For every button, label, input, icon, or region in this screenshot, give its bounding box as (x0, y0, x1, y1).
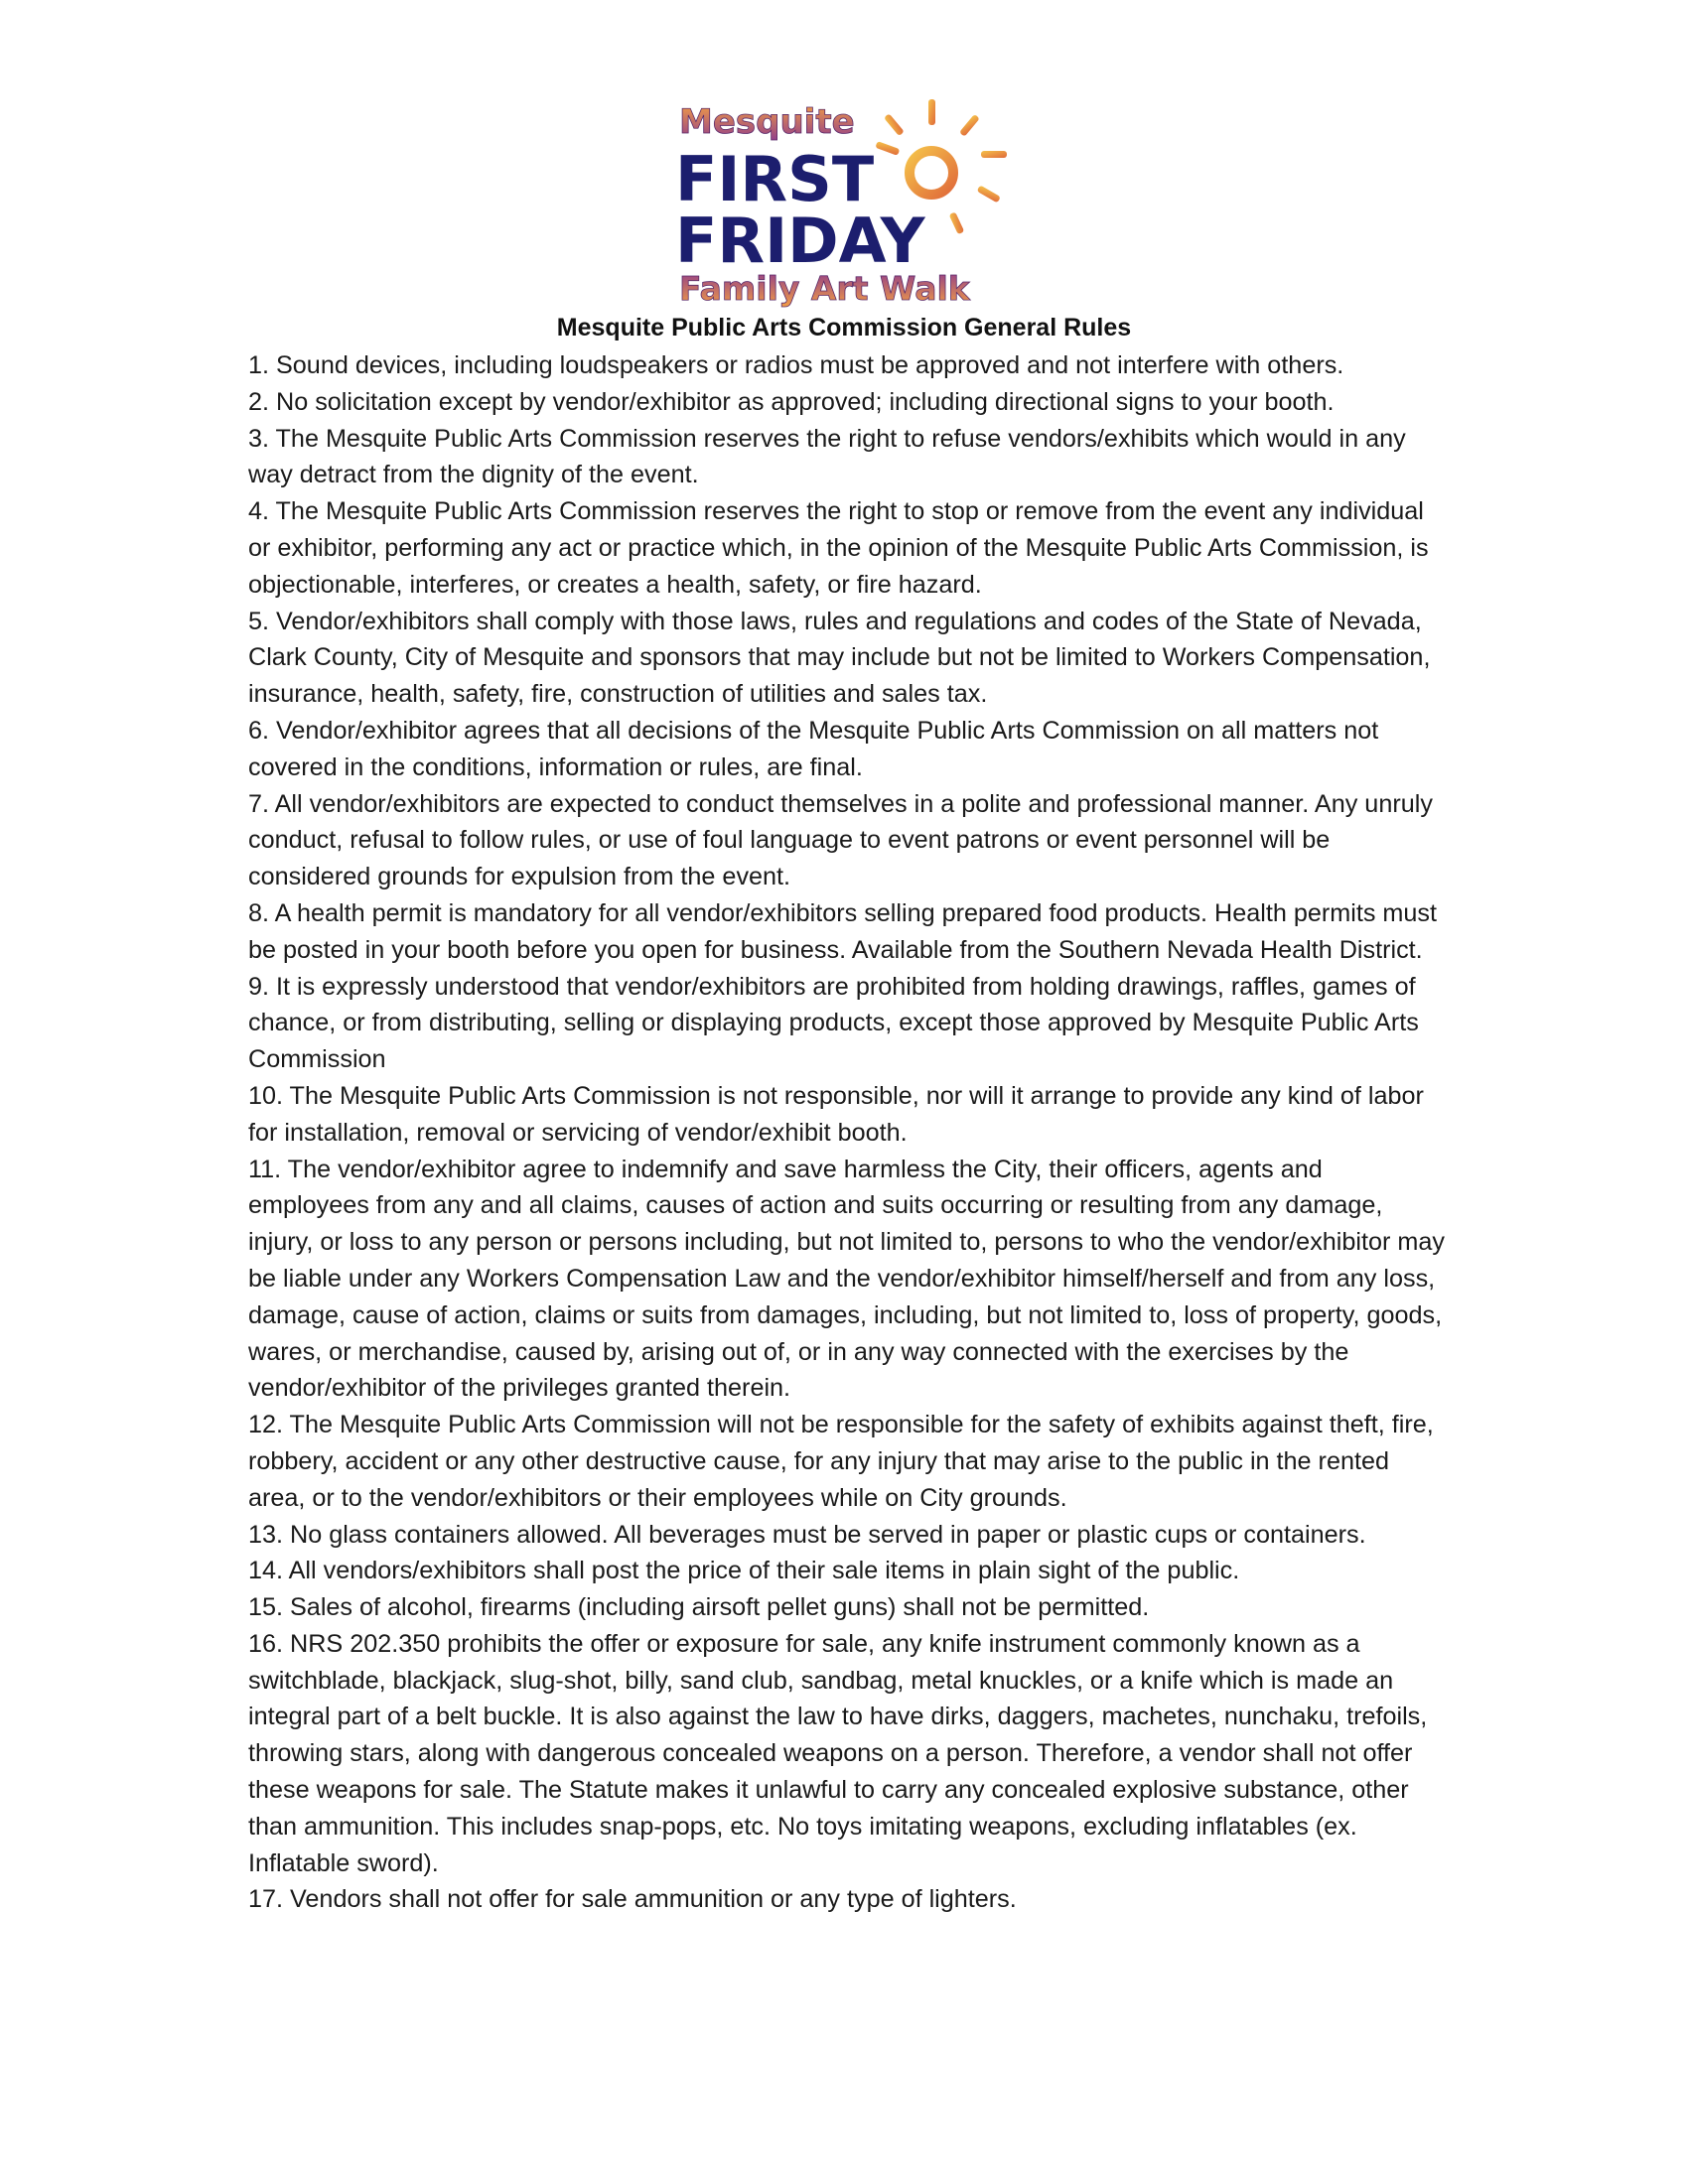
rule-item: 9. It is expressly understood that vendor/exhibitors are prohibited from holding drawings, raffles, games of chance, or from distributing, selling or displaying products, except those approved by Mesquite Public Arts Commission (248, 972, 1419, 1074)
rule-item: 8. A health permit is mandatory for all vendor/exhibitors selling prepared food products. Health permits must be posted in your booth before you open for business. Available from the Southern Nevada Health District. (248, 898, 1438, 964)
logo-graphic (665, 91, 1023, 310)
page-title: Mesquite Public Arts Commission General Rules (556, 314, 1132, 341)
rule-item: 15. Sales of alcohol, firearms (including airsoft pellet guns) shall not be permitted. (248, 1593, 1150, 1622)
rule-item: 7. All vendor/exhibitors are expected to conduct themselves in a polite and professional manner. Any unruly conduct, refusal to follow rules, or use of foul language to event patrons or event personnel will be considered grounds for expulsion from the event. (248, 789, 1433, 891)
logo-first-text: FIRST (675, 143, 875, 215)
rules-list (248, 347, 1450, 1918)
rule-item: 2. No solicitation except by vendor/exhibitor as approved; including directional signs to your booth. (248, 387, 1335, 416)
rule-item: 6. Vendor/exhibitor agrees that all decisions of the Mesquite Public Arts Commission on all matters not covered in the conditions, information or rules, are final. (248, 716, 1379, 781)
logo-family-art-walk-text: Family Art Walk (679, 269, 970, 308)
rule-item: 3. The Mesquite Public Arts Commission reserves the right to refuse vendors/exhibits which would in any way detract from the dignity of the event. (248, 424, 1406, 489)
logo-friday-text: FRIDAY (675, 205, 925, 277)
first-friday-logo (665, 91, 1023, 310)
rule-item: 14. All vendors/exhibitors shall post the price of their sale items in plain sight of the public. (248, 1557, 1240, 1585)
rule-item: 11. The vendor/exhibitor agree to indemnify and save harmless the City, their officers, agents and employees from any and all claims, causes of action and suits occurring or resulting from any damage, injury, or loss to any person or persons including, but not limited to, persons to who the vendor/exhibitor may be liable under any Workers Compensation Law and the vendor/exhibitor himself/herself and from any loss, damage, cause of action, claims or suits from damages, including, but not limited to, loss of property, goods, wares, or merchandise, caused by, arising out of, or in any way connected with the exercises by the vendor/exhibitor of the privileges granted therein. (248, 1155, 1445, 1403)
rule-item: 16. NRS 202.350 prohibits the offer or exposure for sale, any knife instrument commonly known as a switchblade, blackjack, slug-shot, billy, sand club, sandbag, metal knuckles, or a knife which is made an integral part of a belt buckle. It is also against the law to have dirks, daggers, machetes, nunchaku, trefoils, throwing stars, along with dangerous concealed weapons on a person. Therefore, a vendor shall not offer these weapons for sale. The Statute makes it unlawful to carry any concealed explosive substance, other than ammunition. This includes snap-pops, etc. No toys imitating weapons, excluding inflatables (ex. Inflatable sword). (248, 1629, 1428, 1877)
rule-item: 10. The Mesquite Public Arts Commission is not responsible, nor will it arrange to provide any kind of labor for installation, removal or servicing of vendor/exhibit booth. (248, 1081, 1424, 1147)
rule-item: 17. Vendors shall not offer for sale ammunition or any type of lighters. (248, 1885, 1017, 1914)
logo-mesquite-text: Mesquite (679, 102, 855, 142)
rule-item: 5. Vendor/exhibitors shall comply with those laws, rules and regulations and codes of the State of Nevada, Clark County, City of Mesquite and sponsors that may include but not be limited to Workers Compensation, insurance, health, safety, fire, construction of utilities and sales tax. (248, 607, 1431, 709)
rule-item: 4. The Mesquite Public Arts Commission reserves the right to stop or remove from the event any individual or exhibitor, performing any act or practice which, in the opinion of the Mesquite Public Arts Commission, is objectionable, interferes, or creates a health, safety, or fire hazard. (248, 497, 1429, 599)
rule-item: 13. No glass containers allowed. All beverages must be served in paper or plastic cups or containers. (248, 1520, 1366, 1549)
rule-item: 12. The Mesquite Public Arts Commission will not be responsible for the safety of exhibits against theft, fire, robbery, accident or any other destructive cause, for any injury that may arise to the public in the rented area, or to the vendor/exhibitors or their employees while on City grounds. (248, 1411, 1434, 1512)
rule-item: 1. Sound devices, including loudspeakers or radios must be approved and not interfere with others. (248, 351, 1344, 379)
